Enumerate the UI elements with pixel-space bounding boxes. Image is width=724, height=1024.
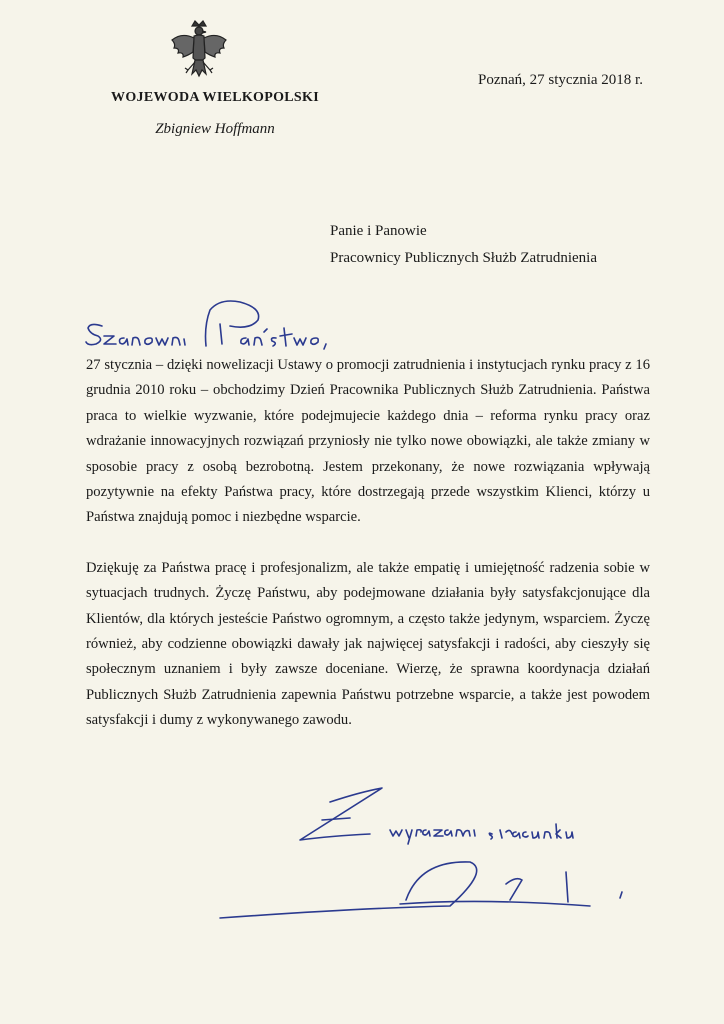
letterhead-office: WOJEWODA WIELKOPOLSKI: [111, 90, 319, 105]
letterhead-official-name: Zbigniew Hoffmann: [155, 121, 275, 137]
polish-eagle-emblem-icon: [168, 18, 230, 86]
body-paragraph-1: 27 stycznia – dzięki nowelizacji Ustawy o promocji zatrudnienia i instytucjach rynku pracy z 16 grudnia 2010 roku – obchodzimy Dzień Pracownika Publicznych Służb Zatrudnienia. Państwa praca to wielkie wyzwanie, które podejmujecie każdego dnia – reforma rynku pracy oraz wdrażanie innowacyjnych rozwiązań przyniosły nie tylko nowe obowiązki, ale także zmiany w sposobie pracy z osobą bezrobotną. Jestem przekonany, że nowe rozwiązania wpływają pozytywnie na efekty Państwa pracy, które dostrzegają przede wszystkim Klienci, którzy u Państwa znajdują pomoc i niezbędne wsparcie.: [86, 357, 650, 526]
body-paragraph-2: Dziękuję za Państwa pracę i profesjonalizm, ale także empatię i umiejętność radzenia sobie w sytuacjach trudnych. Życzę Państwu, aby podejmowane działania były satysfakcjonujące dla Klientów, dla których jesteście Państwo ogromnym, a często także jedynym, wsparciem. Życzę również, aby codzienne obowiązki dawały jak najwięcej satysfakcji i radości, aby cieszyły się społecznym uznaniem i były zawsze doceniane. Wierzę, że sprawna koordynacja działań Publicznych Służb Zatrudnienia zapewnia Państwu potrzebne wsparcie, a także jest powodem satysfakcji i dumy z wykonywanego zawodu.: [86, 559, 650, 729]
addressee: [330, 218, 597, 272]
handwritten-greeting: [80, 296, 360, 356]
addressee-line-2: Pracownicy Publicznych Służb Zatrudnienia: [330, 250, 598, 266]
place-and-date: Poznań, 27 stycznia 2018 r.: [478, 72, 643, 88]
addressee-line-1: Panie i Panowie: [330, 223, 427, 239]
handwritten-signature: [210, 780, 640, 925]
letter-body: [86, 353, 650, 734]
